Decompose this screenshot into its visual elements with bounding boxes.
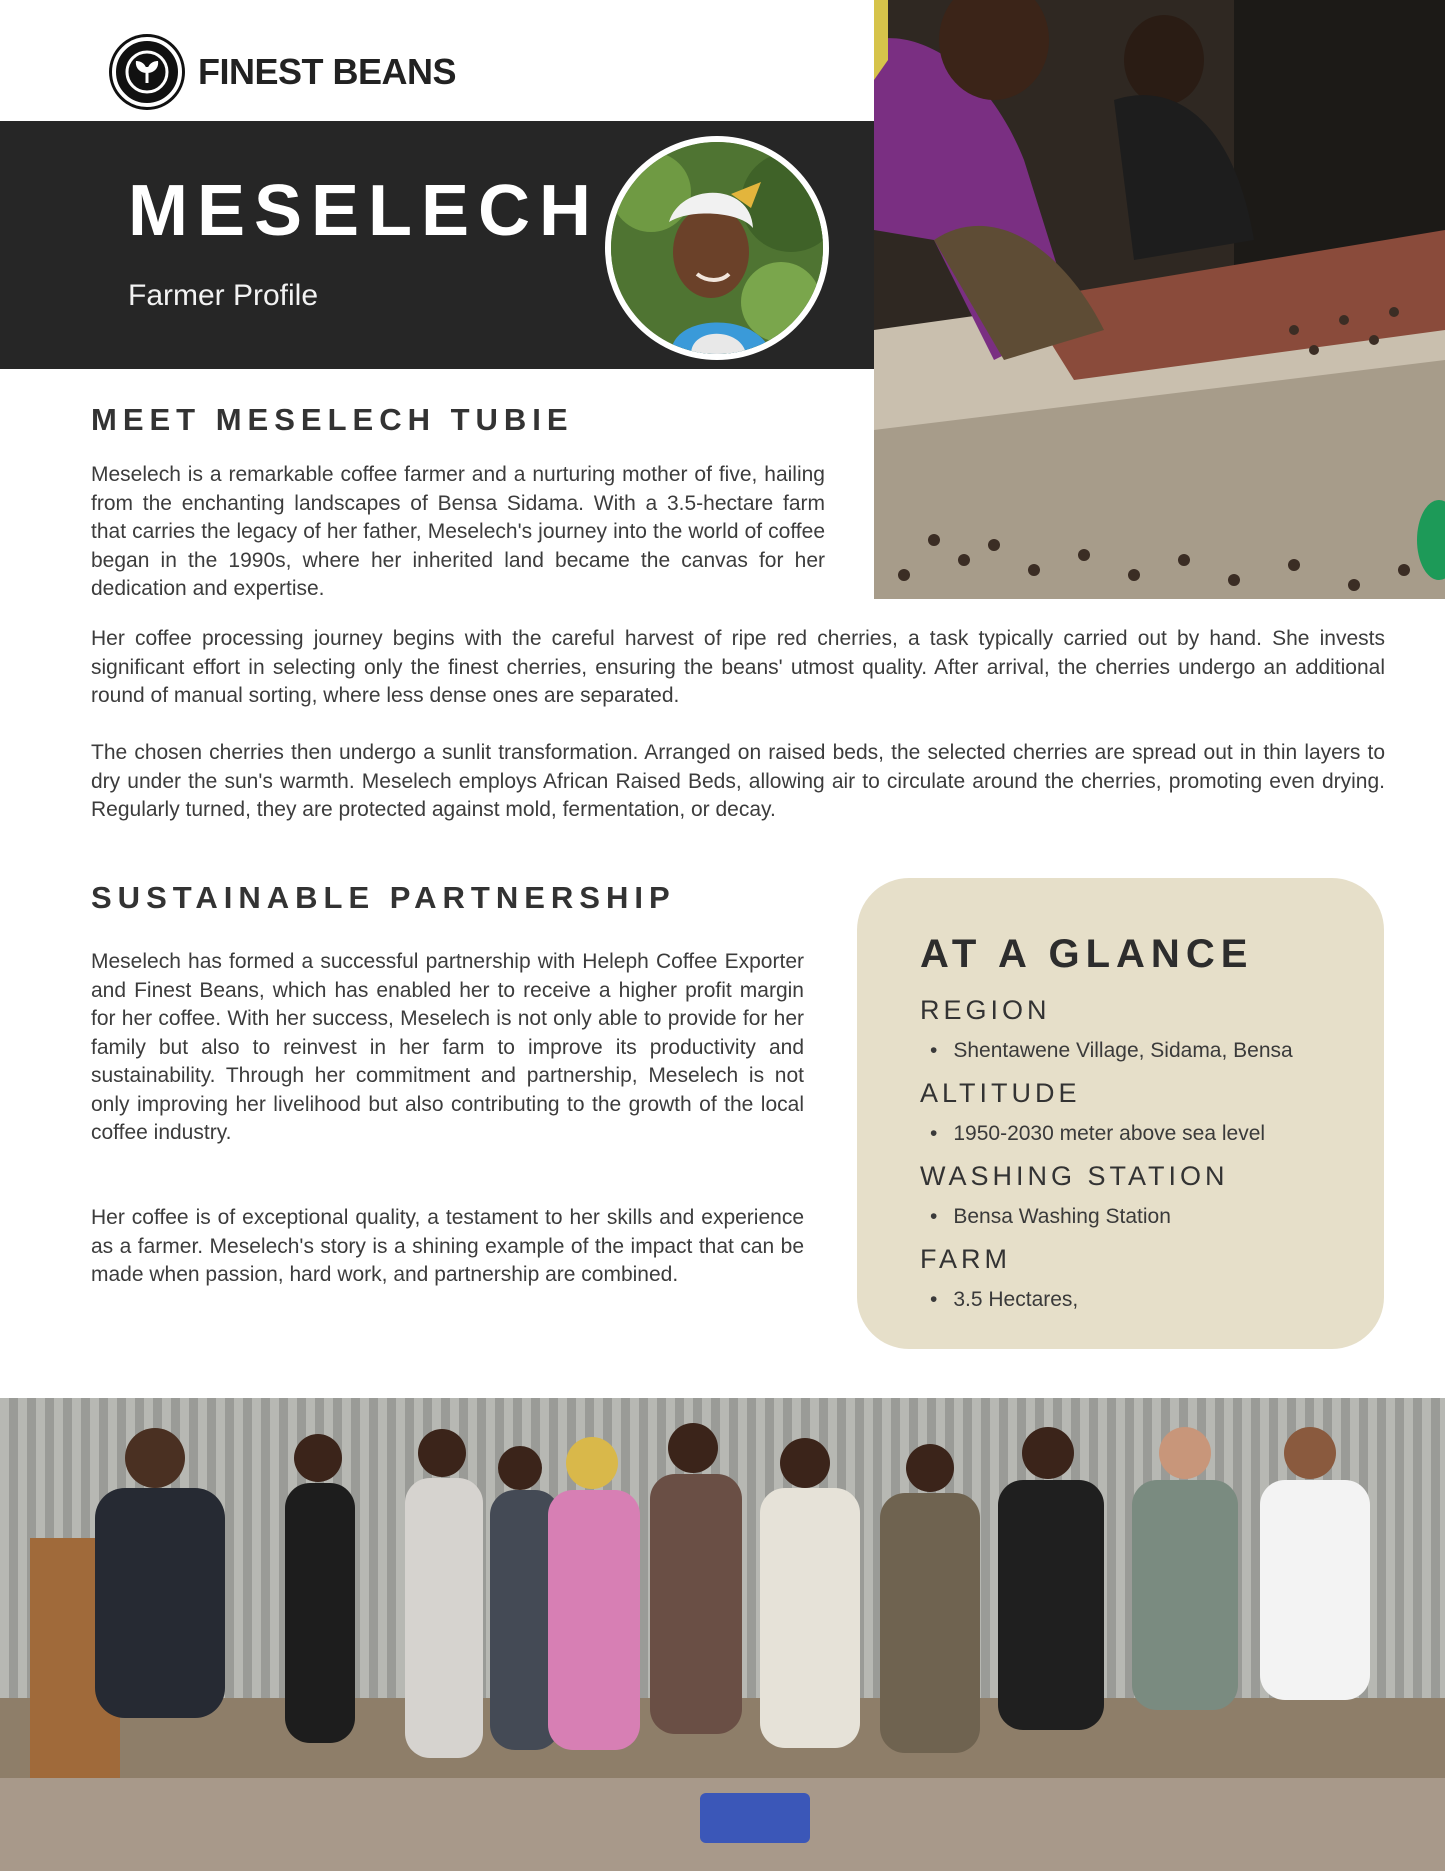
washing-station-label: WASHING STATION — [920, 1161, 1229, 1191]
meet-paragraph-3: The chosen cherries then undergo a sunlit transformation. Arranged on raised beds, the selected cherries are spread out in thin layers to dry under the sun's warmth. Meselech employs African Raised Beds, allowing air to circulate around the cherries, promoting even drying. Regularly turned, they are protected against mold, fermentation, or decay. — [91, 741, 1385, 821]
drying-beds-photo — [874, 0, 1445, 599]
altitude-label: ALTITUDE — [920, 1078, 1081, 1108]
page-title: MESELECH — [128, 171, 601, 251]
region-label: REGION — [920, 995, 1051, 1025]
region-value: • Shentawene Village, Sidama, Bensa — [930, 1039, 1293, 1063]
meet-paragraph-1: Meselech is a remarkable coffee farmer and a nurturing mother of five, hailing from the enchanting landscapes of Bensa Sidama. With a 3.5-hectare farm that carries the legacy of her father, Meselech's journey into the world of coffee began in the 1990s, where her inherited land became the canvas for her dedication and expertise. — [91, 463, 825, 600]
farmer-portrait — [605, 136, 829, 360]
brand-name: FINEST BEANS — [198, 51, 457, 92]
brand-logo — [112, 40, 456, 104]
group-photo — [0, 1398, 1445, 1871]
altitude-value: • 1950-2030 meter above sea level — [930, 1122, 1265, 1146]
partnership-paragraph-1: Meselech has formed a successful partnership with Heleph Coffee Exporter and Finest Beans, which has enabled her to receive a higher profit margin for her coffee. With her success, Meselech is not only able to provide for her family but also to reinvest in her farm to improve its productivity and sustainability. Through her commitment and partnership, Meselech is not only improving her livelihood but also contributing to the growth of the local coffee industry. — [91, 950, 804, 1144]
meet-paragraph-2: Her coffee processing journey begins with the careful harvest of ripe red cherries, a task typically carried out by hand. She invests significant effort in selecting only the finest cherries, ensuring the beans' utmost quality. After arrival, the cherries undergo an additional round of manual sorting, where less dense ones are separated. — [91, 627, 1385, 707]
farm-value: • 3.5 Hectares, — [930, 1288, 1078, 1312]
glance-title: AT A GLANCE — [920, 932, 1254, 976]
page-subtitle: Farmer Profile — [128, 279, 319, 312]
washing-station-value: • Bensa Washing Station — [930, 1205, 1171, 1229]
partnership-paragraph-2: Her coffee is of exceptional quality, a testament to her skills and experience as a farmer. Meselech's story is a shining example of the impact that can be made when passion, hard work, and partnership are combined. — [91, 1206, 804, 1286]
farm-label: FARM — [920, 1244, 1012, 1274]
coffee-bean-leaf-icon — [112, 37, 182, 107]
partnership-heading: SUSTAINABLE PARTNERSHIP — [91, 880, 676, 915]
meet-heading: MEET MESELECH TUBIE — [91, 402, 574, 437]
